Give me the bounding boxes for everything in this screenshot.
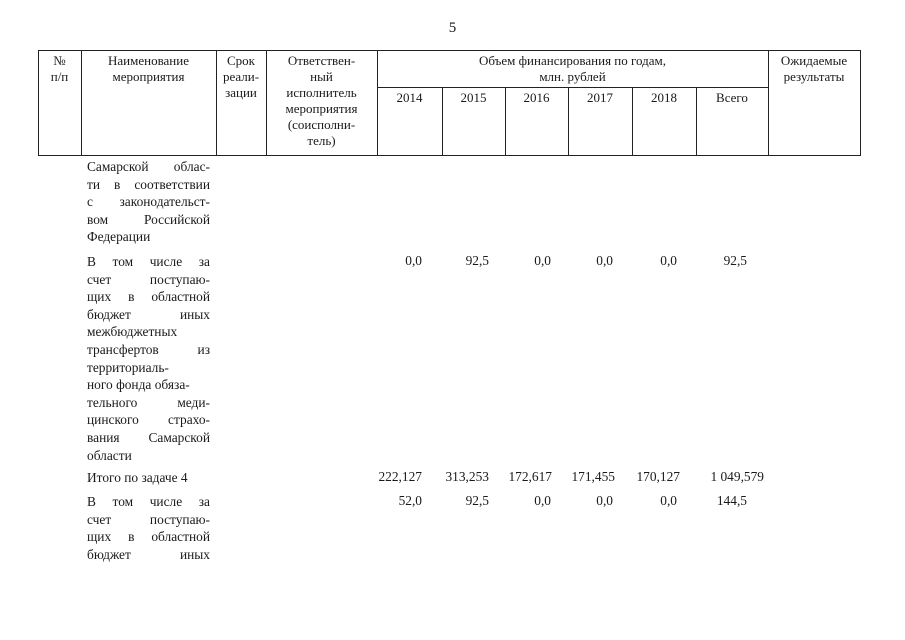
header-line: Объем финансирования по годам, [478, 53, 667, 68]
header-line: ный [310, 69, 333, 84]
text-line: счет поступаю- [87, 511, 210, 527]
text-line: территориаль- [87, 359, 169, 375]
row-name [87, 493, 210, 563]
value-2015: 92,5 [465, 253, 489, 268]
header-line: Ответствен- [287, 53, 356, 68]
text-line: ти в соответствии [87, 176, 210, 192]
value-2018: 170,127 [636, 469, 680, 484]
text-line: бюджет иных [87, 546, 210, 562]
row-name [87, 158, 210, 246]
header-line: № [53, 53, 66, 68]
header-funding [377, 53, 768, 85]
header-line: мероприятия [285, 101, 358, 116]
header-year-2017: 2017 [587, 90, 613, 105]
header-line: Срок [227, 53, 255, 68]
value-2015: 92,5 [465, 493, 489, 508]
text-line: В том числе за [87, 494, 210, 509]
header-line: млн. рублей [539, 69, 606, 84]
text-line: тельного меди- [87, 394, 210, 410]
value-2018: 0,0 [660, 493, 677, 508]
value-2016: 172,617 [508, 469, 552, 484]
text-line: бюджет иных [87, 306, 210, 322]
header-line: п/п [50, 69, 69, 84]
col-border [860, 50, 861, 156]
text-line: цинского страхо- [87, 412, 210, 428]
value-2015: 313,253 [445, 469, 489, 484]
header-year-2016: 2016 [523, 90, 550, 105]
header-line: результаты [783, 69, 845, 84]
value-2014: 0,0 [405, 253, 422, 268]
header-line: мероприятия [112, 69, 185, 84]
value-2016: 0,0 [534, 253, 551, 268]
text-line: счет поступаю- [87, 271, 210, 287]
text-line: трансфертов из [87, 341, 210, 357]
text-line: Итого по задаче 4 [87, 470, 188, 485]
header-line: реали- [222, 69, 260, 84]
text-line: ного фонда обяза- [87, 377, 190, 393]
header-line: Ожидаемые [780, 53, 848, 68]
value-2016: 0,0 [534, 493, 551, 508]
header-year-total: Всего [716, 90, 748, 105]
header-term [216, 53, 266, 101]
header-year-2014: 2014 [396, 90, 423, 105]
page-number: 5 [448, 20, 457, 36]
funding-subheader-rule [377, 87, 768, 88]
text-line: вом Российской [87, 211, 210, 227]
text-line: с законодательст- [87, 194, 210, 210]
header-line: Наименование [108, 53, 189, 68]
text-line: межбюджетных [87, 324, 178, 340]
header-executor [266, 53, 377, 149]
text-line: области [87, 447, 132, 463]
value-total: 1 049,579 [710, 469, 764, 484]
table-header [38, 50, 861, 156]
text-line: Самарской облас- [87, 159, 210, 174]
value-2014: 52,0 [398, 493, 422, 508]
value-total: 144,5 [716, 493, 747, 508]
header-line: зации [225, 85, 257, 100]
text-line: В том числе за [87, 254, 210, 269]
value-2017: 0,0 [596, 253, 613, 268]
header-number [38, 53, 81, 85]
value-2014: 222,127 [378, 469, 422, 484]
header-bottom-border [38, 155, 861, 156]
header-line: тель) [307, 133, 336, 148]
value-2017: 171,455 [571, 469, 615, 484]
text-line: вания Самарской [87, 429, 210, 445]
header-year-2015: 2015 [460, 90, 487, 105]
header-results [768, 53, 860, 85]
value-2017: 0,0 [596, 493, 613, 508]
row-name [87, 469, 227, 487]
header-name [81, 53, 216, 85]
value-total: 92,5 [723, 253, 747, 268]
value-2018: 0,0 [660, 253, 677, 268]
row-name [87, 253, 210, 464]
header-line: исполнитель [286, 85, 357, 100]
header-line: (соисполни- [287, 117, 356, 132]
text-line: щих в областной [87, 529, 210, 545]
header-year-2018: 2018 [651, 90, 677, 105]
text-line: Федерации [87, 229, 151, 245]
header-top-border [38, 50, 861, 51]
text-line: щих в областной [87, 289, 210, 305]
